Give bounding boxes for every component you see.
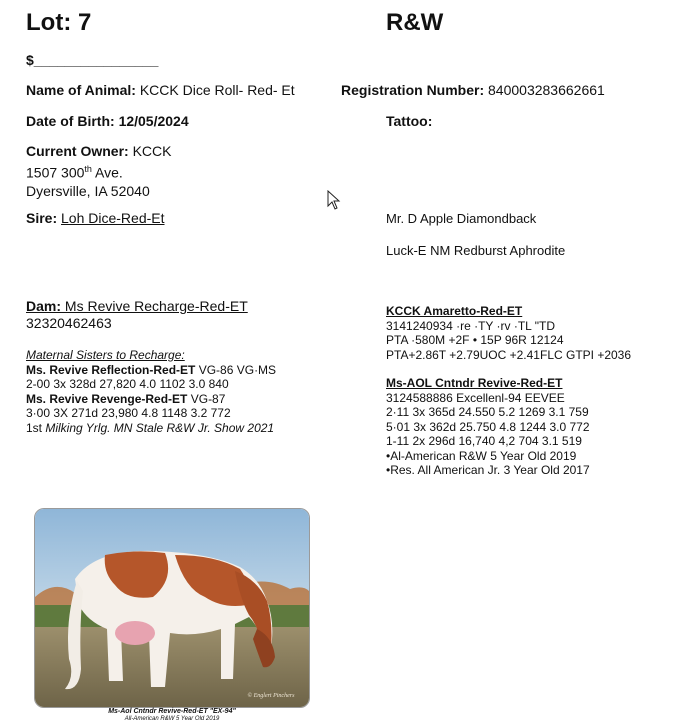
maternal-sisters-heading: Maternal Sisters to Recharge: (26, 348, 185, 362)
owner-city: Dyersville, IA 52040 (26, 182, 150, 199)
breed-label: R&W (386, 9, 444, 36)
registration-label: Registration Number: (341, 82, 485, 98)
sister2-award-text: Milking Yrlg. MN Stale R&W Jr. Show 2021 (45, 420, 275, 435)
tattoo-label: Tattoo: (386, 113, 433, 129)
sister2-score: VG-87 (187, 391, 226, 406)
sister2-record: 3·00 3X 271d 23,980 4.8 1148 3.2 772 (26, 406, 231, 420)
dam-block (26, 298, 248, 332)
dob-line (26, 113, 189, 129)
lot-number: Lot: 7 (26, 9, 92, 36)
dam-sire-name: KCCK Amaretto-Red-ET (386, 304, 523, 318)
dam-dam-line1: 3124588886 Excellenl-94 EEVEE (386, 390, 565, 405)
dam-dam-block (386, 376, 590, 478)
owner-street-rest: Ave. (91, 164, 123, 181)
dam-line (26, 298, 248, 315)
dam-sire-line1: 3141240934 ·re ·TY ·rv ·TL "TD (386, 318, 555, 333)
dam-name: Ms Revive Recharge-Red-ET (61, 298, 248, 314)
sister2-line (26, 392, 276, 407)
cow-photo (34, 508, 310, 708)
dam-sire-line2: PTA ·580M +2F • 15P 96R 12124 (386, 333, 564, 347)
dam-sire-line3: PTA+2.86T +2.79UOC +2.41FLC GTPI +2036 (386, 347, 632, 362)
sister2-award-prefix: 1st (26, 420, 46, 435)
dam-dam-line6: •Res. All American Jr. 3 Year Old 2017 (386, 463, 590, 477)
sire-of-sire: Mr. D Apple Diamondback (386, 211, 537, 226)
cow-illustration (35, 509, 309, 707)
owner-street-suffix: th (84, 164, 92, 174)
registration-line (341, 82, 605, 98)
sister2-award (26, 421, 276, 436)
owner-line (26, 142, 171, 160)
owner-street (26, 160, 171, 182)
sister1-name: Ms. Revive Reflection-Red-ET (26, 362, 196, 377)
price-blank: $________________ (26, 52, 159, 68)
dam-registration: 32320462463 (26, 315, 112, 331)
dam-dam-name: Ms-AOL Cntndr Revive-Red-ET (386, 376, 563, 390)
dob-value: 12/05/2024 (118, 113, 189, 129)
mouse-pointer-icon (327, 190, 341, 210)
dam-dam-line5: •Al-American R&W 5 Year Old 2019 (386, 448, 577, 463)
dob-label: Date of Birth: (26, 113, 115, 129)
sire-line (26, 210, 165, 226)
animal-name-value: KCCK Dice Roll- Red- Et (139, 82, 295, 98)
dam-dam-line4: 1-11 2x 296d 16,740 4,2 704 3.1 519 (386, 434, 582, 448)
owner-name: KCCK (132, 143, 172, 159)
sire-name: Loh Dice-Red-Et (61, 210, 165, 226)
photo-caption-title: Ms-Aol Cntndr Revive-Red-ET "EX-94" (108, 708, 236, 715)
photo-caption-subtitle: All-American R&W 5 Year Old 2019 (124, 716, 220, 722)
owner-label: Current Owner: (26, 143, 129, 159)
sister2-name: Ms. Revive Revenge-Red-ET (26, 391, 188, 406)
sister1-line (26, 363, 276, 378)
dam-of-sire: Luck-E NM Redburst Aphrodite (386, 243, 566, 258)
sire-label: Sire: (26, 210, 58, 226)
registration-value: 840003283662661 (488, 82, 605, 98)
sister1-score: VG-86 VG·MS (195, 362, 277, 377)
animal-name-line (26, 82, 295, 98)
owner-block (26, 142, 171, 200)
photo-signature: © Englert Pinchers (247, 693, 295, 699)
owner-street-number: 1507 300 (26, 164, 85, 181)
dam-dam-line2: 2·11 3x 365d 24.550 5.2 1269 3.1 759 (386, 405, 589, 419)
dam-dam-line3: 5·01 3x 362d 25.750 4.8 1244 3.0 772 (386, 419, 590, 434)
maternal-sisters-block (26, 348, 276, 435)
sister1-record: 2-00 3x 328d 27,820 4.0 1102 3.0 840 (26, 377, 229, 391)
dam-sire-block (386, 304, 631, 362)
dam-label: Dam: (26, 298, 62, 314)
animal-name-label: Name of Animal: (26, 82, 136, 98)
